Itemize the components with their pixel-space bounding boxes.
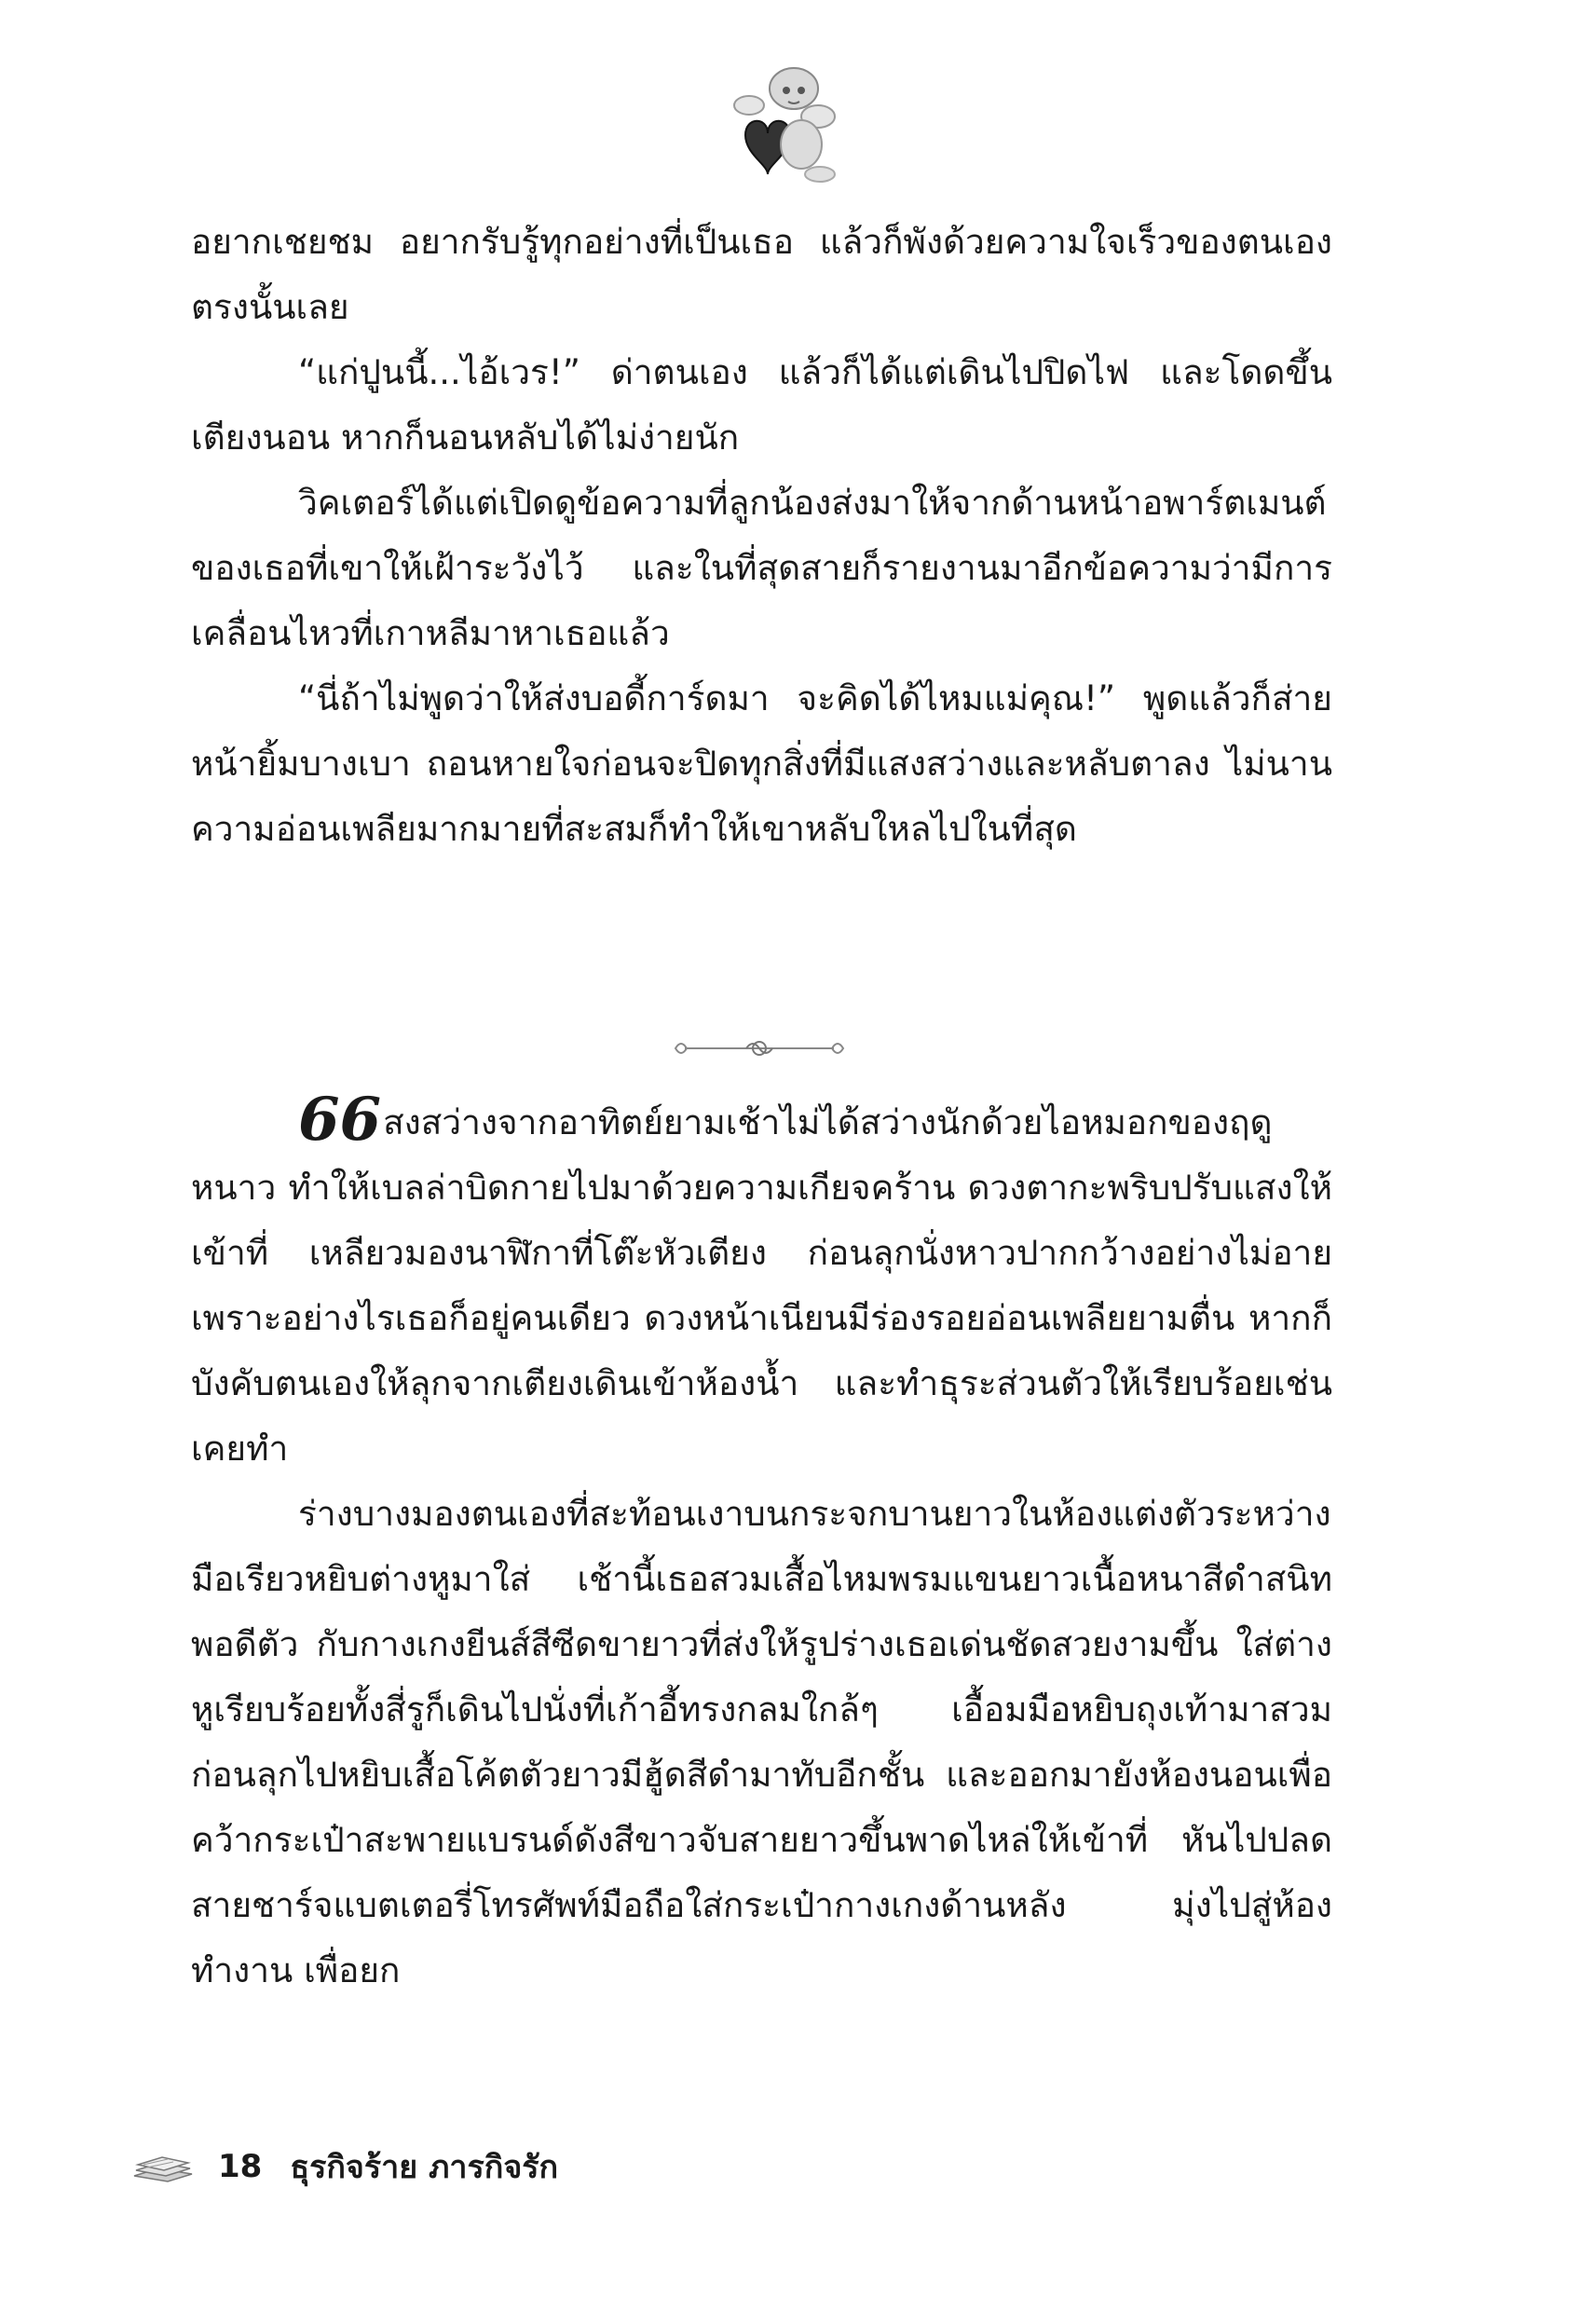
chapter-text-section-2 <box>191 1085 1332 2003</box>
paragraph: วิคเตอร์ได้แต่เปิดดูข้อความที่ลูกน้องส่งมาให้จากด้านหน้าอพาร์ตเมนต์ของเธอที่เขาให้เฝ้าระวังไว้ และในที่สุดสายก็รายงานมาอีกข้อความว่ามีการเคลื่อนไหวที่เกาหลีมาหาเธอแล้ว <box>191 483 1332 653</box>
opening-quote-mark: 66 <box>298 1085 382 1155</box>
book-stack-icon <box>130 2148 196 2185</box>
book-title: ธุรกิจร้าย ภารกิจรัก <box>290 2149 559 2186</box>
paragraph: อยากเชยชม อยากรับรู้ทุกอย่างที่เป็นเธอ แล้วก็พังด้วยความใจเร็วของตนเองตรงนั้นเลย <box>191 222 1332 327</box>
page-footer <box>130 2139 558 2195</box>
paragraph-text: สงสว่างจากอาทิตย์ยามเช้าไม่ได้สว่างนักด้วยไอหมอกของฤดูหนาว ทำให้เบลล่าบิดกายไปมาด้วยความเกียจคร้าน ดวงตากะพริบปรับแสงให้เข้าที่ เหลียวมองนาฬิกาที่โต๊ะหัวเตียง ก่อนลุกนั่งหาวปากกว้างอย่างไม่อาย เพราะอย่างไรเธอก็อยู่คนเดียว ดวงหน้าเนียนมีร่องรอยอ่อนเพลียยามตื่น หากก็บังคับตนเองให้ลุกจากเตียงเดินเข้าห้องน้ำ และทำธุระส่วนตัวให้เรียบร้อยเช่นเคยทำ <box>191 1102 1332 1469</box>
page-number: 18 <box>218 2148 263 2185</box>
paragraph: “นี่ถ้าไม่พูดว่าให้ส่งบอดี้การ์ดมา จะคิดได้ไหมแม่คุณ!” พูดแล้วก็ส่ายหน้ายิ้มบางเบา ถอนหายใจก่อนจะปิดทุกสิ่งที่มีแสงสว่างและหลับตาลง ไม่นานความอ่อนเพลียมากมายที่สะสมก็ทำให้เขาหลับใหลไปในที่สุด <box>191 678 1332 849</box>
cupid-heart-icon <box>708 51 848 191</box>
paragraph: ร่างบางมองตนเองที่สะท้อนเงาบนกระจกบานยาวในห้องแต่งตัวระหว่างมือเรียวหยิบต่างหูมาใส่ เช้านี้เธอสวมเสื้อไหมพรมแขนยาวเนื้อหนาสีดำสนิทพอดีตัว กับกางเกงยีนส์สีซีดขายาวที่ส่งให้รูปร่างเธอเด่นชัดสวยงามขึ้น ใส่ต่างหูเรียบร้อยทั้งสี่รูก็เดินไปนั่งที่เก้าอี้ทรงกลมใกล้ๆ เอื้อมมือหยิบถุงเท้ามาสวม ก่อนลุกไปหยิบเสื้อโค้ตตัวยาวมีฮู้ดสีดำมาทับอีกชั้น และออกมายังห้องนอนเพื่อคว้ากระเป๋าสะพายแบรนด์ดังสีขาวจับสายยาวขึ้นพาดไหล่ให้เข้าที่ หันไปปลดสายชาร์จแบตเตอรี่โทรศัพท์มือถือใส่กระเป๋ากางเกงด้านหลัง มุ่งไปสู่ห้องทำงาน เพื่อยก <box>191 1494 1332 1990</box>
chapter-text-section-1 <box>191 210 1332 862</box>
paragraph <box>191 1085 1332 1482</box>
paragraph: “แก่ปูนนี้...ไอ้เวร!” ด่าตนเอง แล้วก็ได้แต่เดินไปปิดไฟ และโดดขึ้นเตียงนอน หากก็นอนหลับได้ไม่ง่ายนัก <box>191 352 1332 458</box>
ornamental-divider-icon <box>666 1030 853 1067</box>
